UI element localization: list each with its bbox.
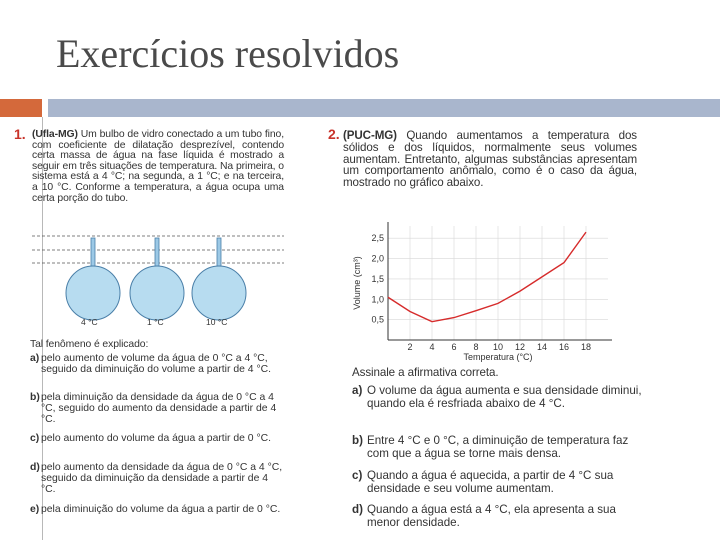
option-text: Quando a água é aquecida, a partir de 4 °C sua densidade e seu volume aumentam. (367, 469, 614, 496)
q1-prompt: Tal fenômeno é explicado: (30, 339, 149, 350)
chart-plot-layer (352, 222, 612, 362)
series-line-volume (388, 232, 586, 322)
q1-statement (32, 130, 284, 204)
option-letter: b) (30, 392, 40, 403)
x-tick-label: 18 (580, 342, 592, 352)
option-letter: c) (30, 433, 40, 444)
option-text: pela diminuição do volume da água a partir de 0 °C. (41, 504, 281, 515)
option-text: pela diminuição da densidade da água de 0 °C a 4 °C, seguido do aumento da densidade a partir de 4 °C. (41, 392, 277, 425)
option-letter: d) (352, 503, 363, 516)
y-tick-label: 0,5 (371, 314, 384, 325)
option-text: pelo aumento de volume da água de 0 °C a 4 °C, seguido da diminuição do volume a partir de 4 °C. (41, 353, 271, 375)
option-text: pelo aumento do volume da água a partir de 0 °C. (41, 433, 272, 444)
volume-temperature-chart (346, 218, 616, 363)
option-text: O volume da água aumenta e sua densidade diminui, quando ela é resfriada abaixo de 4 °C. (367, 384, 642, 411)
q2-statement-text: Quando aumentamos a temperatura dos sólidos e dos líquidos, normalmente seus volumes aumentam. Entretanto, algumas substâncias apresentam um comportamento anômalo, como é o caso da água, mostrado no gráfico abaixo. (343, 129, 638, 190)
y-axis-label: Volume (cm³) (352, 256, 362, 310)
q2-number: 2. (328, 126, 340, 142)
y-tick-label: 2,0 (371, 253, 384, 264)
bulb-label-4c: 4 °C (81, 317, 98, 327)
slide-title: Exercícios resolvidos (56, 31, 400, 76)
option-text: Entre 4 °C e 0 °C, a diminuição de temperatura faz com que a água se torne mais densa. (367, 434, 629, 461)
option-letter: a) (352, 384, 363, 397)
option-text: pelo aumento da densidade da água de 0 °C a 4 °C, seguido da diminuição da densidade a partir de 4 °C. (41, 462, 283, 495)
q1-source: (Ufla-MG) (32, 129, 78, 140)
x-tick-label: 10 (492, 342, 504, 352)
q1-statement-text: Um bulbo de vidro conectado a um tubo fino, com coeficiente de dilatação desprezível, contendo certa massa de água na fase líquida é mostrado a seguir em três situações de temperatura. Na primeira, o sistema está a 4 °C; na segunda, a 1 °C; e na terceira, a 10 °C. Conforme a temperatura, a água ocupa uma certa porção do tubo. (32, 129, 284, 204)
x-tick-label: 8 (473, 342, 479, 352)
x-tick-label: 2 (407, 342, 413, 352)
bulb-label-10c: 10 °C (206, 317, 228, 327)
y-tick-label: 2,5 (371, 233, 384, 244)
x-tick-label: 14 (536, 342, 548, 352)
q2-prompt: Assinale a afirmativa correta. (352, 366, 499, 379)
x-axis-label: Temperatura (°C) (463, 352, 533, 362)
x-tick-label: 16 (558, 342, 570, 352)
q2-statement (343, 130, 637, 189)
accent-bar-blue (48, 99, 720, 117)
option-letter: a) (30, 353, 40, 364)
q2-source: (PUC-MG) (343, 129, 397, 142)
option-text: Quando a água está a 4 °C, ela apresenta a sua menor densidade. (367, 503, 616, 530)
x-tick-label: 4 (429, 342, 435, 352)
option-letter: e) (30, 504, 40, 515)
bulb-tube-illustration (32, 228, 284, 328)
option-letter: d) (30, 462, 40, 473)
bulb-label-1c: 1 °C (147, 317, 164, 327)
y-tick-label: 1,5 (371, 273, 384, 284)
x-tick-label: 12 (514, 342, 526, 352)
q1-number: 1. (14, 126, 26, 142)
option-letter: b) (352, 434, 363, 447)
option-letter: c) (352, 469, 363, 482)
accent-bar-orange (0, 99, 42, 117)
y-tick-label: 1,0 (371, 294, 384, 305)
x-tick-label: 6 (451, 342, 457, 352)
